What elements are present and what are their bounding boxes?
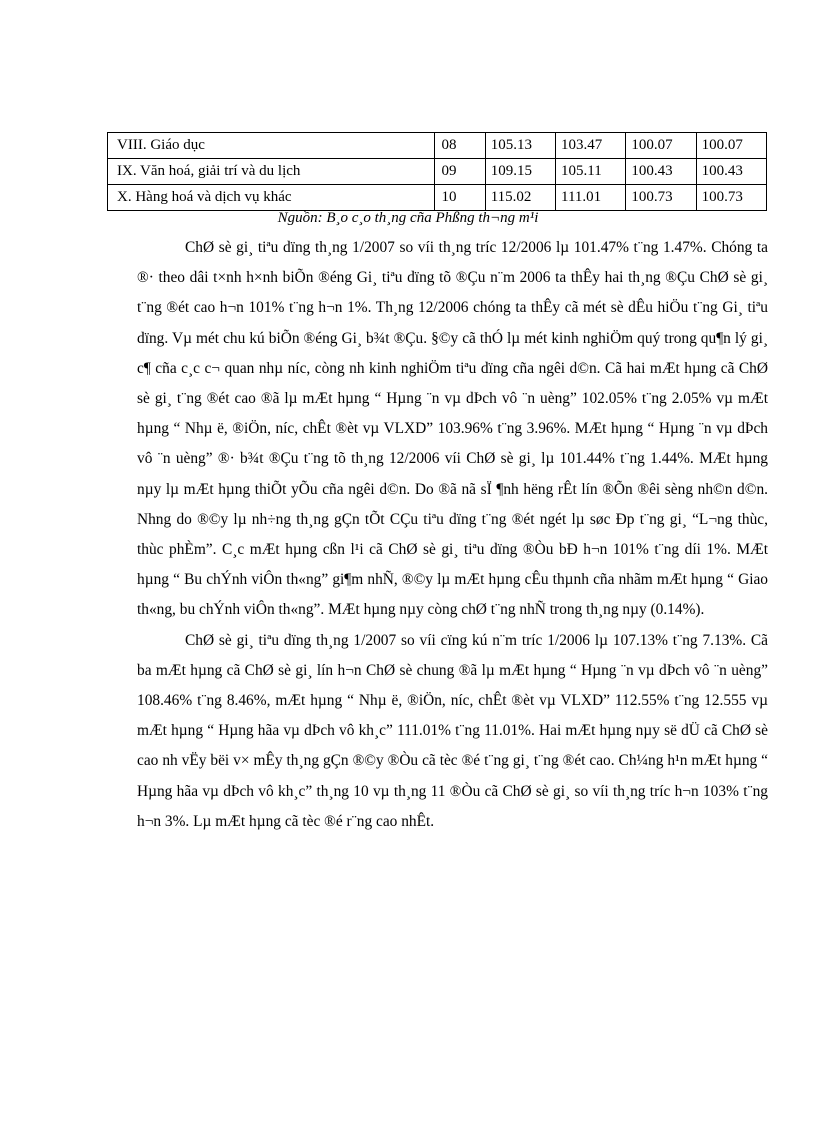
table-row	[108, 185, 767, 211]
body-text	[137, 233, 768, 837]
table-source-caption: Nguồn: B¸o c¸o th¸ng cña Phßng th¬ng m¹i	[277, 210, 539, 226]
table-row	[108, 133, 767, 159]
row-value: 100.07	[696, 133, 766, 159]
row-value: 100.73	[696, 185, 766, 211]
row-value: 100.43	[696, 159, 766, 185]
row-label: X. Hàng hoá và dịch vụ khác	[108, 185, 435, 211]
row-code: 10	[435, 185, 485, 211]
paragraph: ChØ sè gi¸ tiªu dïng th¸ng 1/2007 so víi cïng kú n¨m tríc 1/2006 lµ 107.13% t¨ng 7.13%. Cã ba mÆt hµng cã ChØ sè gi¸ lín h¬n ChØ sè chung ®ã lµ mÆt hµng “ Hµng ¨n vµ dÞch vô ¨n uèng” 108.46% t¨ng 8.46%, mÆt hµng “ Nhµ ë, ®iÖn, níc, chÊt ®èt vµ VLXD” 112.55% t¨ng 12.555 vµ mÆt hµng “ Hµng hãa vµ dÞch vô kh¸c” 111.01% t¨ng 11.01%. Hai mÆt hµng nµy së dÜ cã ChØ sè cao nh vËy bëi v× mÊy th¸ng gÇn ®©y ®Òu cã tèc ®é t¨ng gi¸ t¨ng ®ét cao. Ch¼ng h¹n mÆt hµng “ Hµng hãa vµ dÞch vô kh¸c” th¸ng 10 vµ th¸ng 11 ®Òu cã ChØ sè gi¸ so víi th¸ng tríc h¬n 103% t¨ng h¬n 3%. Lµ mÆt hµng cã tèc ®é r¨ng cao nhÊt.	[137, 631, 768, 830]
row-label: VIII. Giáo dục	[108, 133, 435, 159]
row-value: 105.11	[556, 159, 626, 185]
row-label: IX. Văn hoá, giải trí và du lịch	[108, 159, 435, 185]
row-value: 100.07	[626, 133, 696, 159]
row-value: 105.13	[485, 133, 555, 159]
row-value: 103.47	[556, 133, 626, 159]
row-value: 109.15	[485, 159, 555, 185]
row-code: 09	[435, 159, 485, 185]
statistics-table	[107, 132, 767, 211]
row-value: 100.43	[626, 159, 696, 185]
row-code: 08	[435, 133, 485, 159]
table-row	[108, 159, 767, 185]
row-value: 111.01	[556, 185, 626, 211]
paragraph: ChØ sè gi¸ tiªu dïng th¸ng 1/2007 so víi th¸ng tríc 12/2006 lµ 101.47% t¨ng 1.47%. Chóng ta ®· theo dâi t×nh h×nh biÕn ®éng Gi¸ tiªu dïng tõ ®Çu n¨m 2006 ta thÊy hai th¸ng ®Çu ChØ sè gi¸ t¨ng ®ét cao h¬n 101% t¨ng h¬n 1%. Th¸ng 12/2006 chóng ta thÊy cã mét sè dÊu hiÖu t¨ng Gi¸ tiªu dïng. Vµ mét chu kú biÕn ®éng Gi¸ b¾t ®Çu. §©y cã thÓ lµ mét kinh nghiÖm quý trong qu¶n lý gi¸ c¶ cña c¸c c¬ quan nhµ níc, còng nh kinh nghiÖm tiªu dïng cña ngêi d©n. Cã hai mÆt hµng cã ChØ sè gi¸ t¨ng ®ét cao ®ã lµ mÆt hµng “ Hµng ¨n vµ dÞch vô ¨n uèng” 102.05% t¨ng 2.05% vµ mÆt hµng “ Nhµ ë, ®iÖn, níc, chÊt ®èt vµ VLXD” 103.96% t¨ng 3.96%. MÆt hµng “ Hµng ¨n vµ dÞch vô ¨n uèng” ®· b¾t ®Çu t¨ng tõ th¸ng 12/2006 víi ChØ sè gi¸ lµ 101.44% t¨ng 1.44%. MÆt hµng nµy lµ mÆt hµng thiÕt yÕu cña ngêi d©n. Do ®ã nã sÏ ¶nh hëng rÊt lín ®Õn ®êi sèng nh©n d©n. Nhng do ®©y lµ nh÷ng th¸ng gÇn tÕt CÇu tiªu dïng t¨ng ®ét ngét lµ søc Ðp t¨ng gi¸ “L¬ng thùc, thùc phÈm”. C¸c mÆt hµng cßn l¹i cã ChØ sè gi¸ tiªu dïng ®Òu bÐ h¬n 101% t¨ng díi 1%. MÆt hµng “ Bu chÝnh viÔn th«ng” gi¶m nhÑ, ®©y lµ mÆt hµng cÊu thµnh cña nhãm mÆt hµng “ Giao th«ng, bu chÝnh viÔn th«ng”. MÆt hµng nµy còng chØ t¨ng nhÑ trong th¸ng nµy (0.14%).	[137, 239, 768, 619]
row-value: 100.73	[626, 185, 696, 211]
row-value: 115.02	[485, 185, 555, 211]
